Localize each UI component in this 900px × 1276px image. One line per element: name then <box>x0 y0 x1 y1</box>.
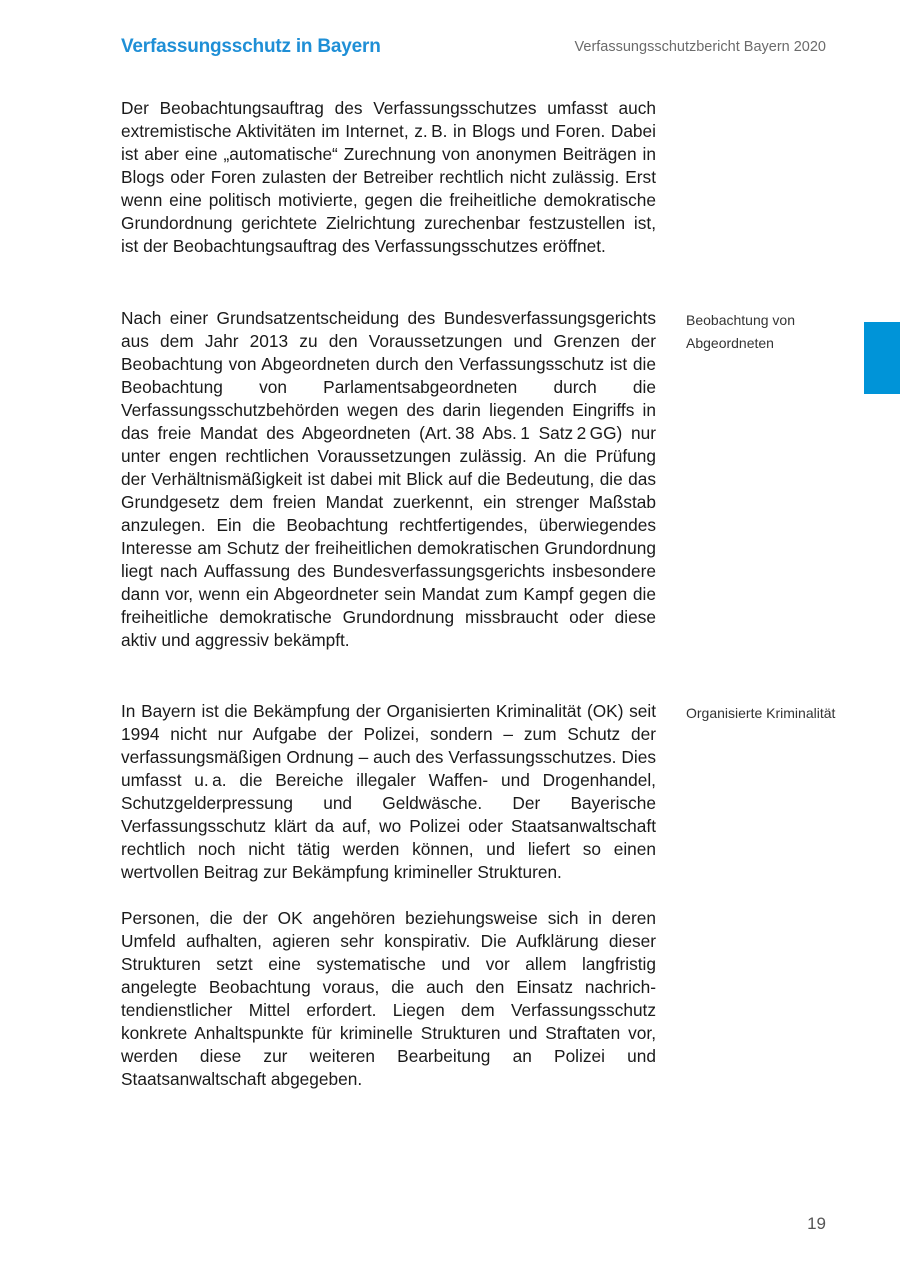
page-number: 19 <box>807 1214 826 1233</box>
body-paragraph-3 <box>121 700 656 884</box>
margin-note-abgeordnete: Beobachtung von Abgeordneten <box>686 312 795 351</box>
report-title: Verfassungsschutzbericht Bayern 2020 <box>574 39 826 55</box>
paragraph-text: Der Beobachtungsauftrag des Verfassungsschutzes umfasst auch extremistische Aktivitäten im Internet, z. B. in Blogs und Foren. Dabei ist aber eine „automatische“ Zurechnung von anonymen Beiträgen in Blogs oder Foren zulasten der Betreiber rechtlich nicht zulässig. Erst wenn eine politisch motivierte, gegen die freiheitliche demokratische Grundordnung gerichtete Zielrichtung zurechenbar festzustellen ist, ist der Beobachtungsauftrag des Verfassungsschutzes eröffnet. <box>121 98 656 256</box>
paragraph-text: Personen, die der OK angehören beziehungsweise sich in deren Umfeld aufhalten, agieren sehr konspirativ. Die Aufklärung dieser Strukturen setzt eine systematische und vor allem langfristig angelegte Beobachtung voraus, die auch den Einsatz nachrichtendienstlicher Mittel erfordert. Liegen dem Verfassungsschutz konkrete Anhaltspunkte für kriminelle Strukturen und Straftaten vor, werden diese zur weiteren Bearbeitung an Polizei und Staatsanwaltschaft abgegeben. <box>121 908 656 1089</box>
chapter-tab-marker <box>864 322 900 394</box>
section-title: Verfassungsschutz in Bayern <box>121 36 381 57</box>
body-paragraph-1 <box>121 97 656 258</box>
margin-note-organisierte-kriminalitaet: Organisierte Kriminalität <box>686 705 836 721</box>
paragraph-text: Nach einer Grundsatzentscheidung des Bundesverfassungsgerichts aus dem Jahr 2013 zu den Voraussetzungen und Grenzen der Beobachtung von Abgeordneten durch den Verfassungsschutz ist die Beobachtung von Parlamentsabgeordneten durch die Verfassungsschutzbehörden wegen des darin liegenden Eingriffs in das freie Mandat des Abgeordneten (Art. 38 Abs. 1 Satz 2 GG) nur unter engen rechtlichen Voraussetzungen zulässig. An die Prüfung der Verhältnismäßigkeit ist dabei mit Blick auf die Bedeutung, die das Grundgesetz dem freien Mandat zuerkennt, ein strenger Maßstab anzulegen. Ein die Beobachtung rechtfertigendes, überwiegendes Interesse am Schutz der freiheitlichen demokratischen Grundordnung liegt nach Auffassung des Bundesverfassungsgerichts insbesondere dann vor, wenn ein Abgeordneter sein Mandat zum Kampf gegen die freiheitliche demokratische Grundordnung missbraucht oder diese aktiv und aggressiv bekämpft. <box>121 308 656 650</box>
paragraph-text: In Bayern ist die Bekämpfung der Organisierten Kriminalität (OK) seit 1994 nicht nur Aufgabe der Polizei, sondern – zum Schutz der verfassungsmäßigen Ordnung – auch des Verfassungsschutzes. Dies umfasst u. a. die Bereiche illegaler Waffen- und Drogenhandel, Schutzgelderpressung und Geldwäsche. Der Bayerische Verfassungsschutz klärt da auf, wo Polizei oder Staatsanwaltschaft rechtlich noch nicht tätig werden können, und liefert so einen wertvollen Beitrag zur Bekämpfung krimineller Strukturen. <box>121 701 656 882</box>
body-paragraph-2 <box>121 307 656 652</box>
body-paragraph-4 <box>121 907 656 1091</box>
